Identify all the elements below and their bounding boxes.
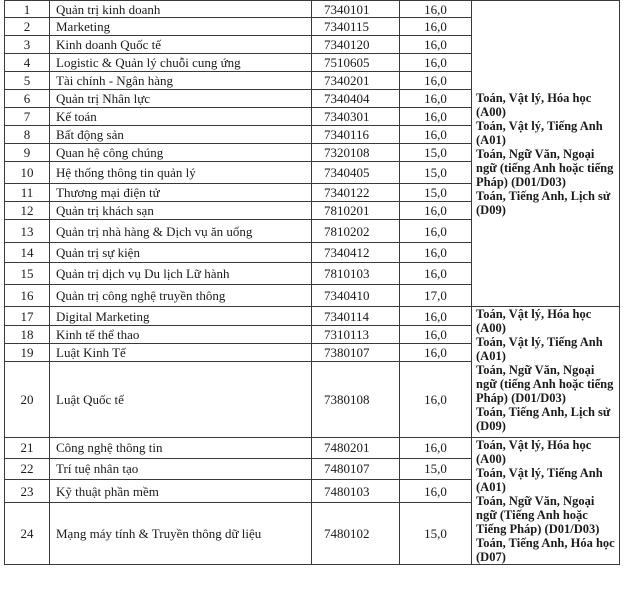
program-code: 7810103: [312, 263, 400, 285]
admission-score: 16,0: [400, 438, 472, 459]
subject-combination: Toán, Vật lý, Hóa học (A00): [476, 90, 592, 119]
program-code: 7380108: [312, 362, 400, 438]
admission-score: 16,0: [400, 108, 472, 126]
admission-score: 15,0: [400, 458, 472, 479]
subject-combination: Toán, Tiếng Anh, Lịch sử (D09): [476, 405, 611, 433]
row-number: 21: [5, 438, 50, 459]
row-number: 1: [5, 1, 50, 18]
program-name: Công nghệ thông tin: [50, 438, 312, 459]
program-name: Digital Marketing: [50, 307, 312, 326]
program-code: 7340120: [312, 36, 400, 54]
table-body: [5, 1, 620, 565]
row-number: 8: [5, 126, 50, 144]
row-number: 9: [5, 144, 50, 162]
subject-combination: Toán, Vật lý, Tiếng Anh (A01): [476, 335, 603, 363]
row-number: 16: [5, 285, 50, 307]
program-name: Bất động sản: [50, 126, 312, 144]
row-number: 10: [5, 162, 50, 184]
program-name: Kinh tế thể thao: [50, 326, 312, 344]
program-code: 7340201: [312, 72, 400, 90]
program-code: 7480201: [312, 438, 400, 459]
subject-combination: Toán, Vật lý, Hóa học (A00): [476, 307, 592, 335]
row-number: 4: [5, 54, 50, 72]
subject-combination: Toán, Vật lý, Tiếng Anh (A01): [476, 118, 603, 147]
admission-score: 16,0: [400, 72, 472, 90]
program-name: Quản trị khách sạn: [50, 202, 312, 220]
row-number: 19: [5, 344, 50, 362]
admission-score: 16,0: [400, 344, 472, 362]
row-number: 11: [5, 184, 50, 202]
program-code: 7810201: [312, 202, 400, 220]
program-name: Quản trị nhà hàng & Dịch vụ ăn uống: [50, 220, 312, 243]
program-name: Logistic & Quản lý chuỗi cung ứng: [50, 54, 312, 72]
program-code: 7380107: [312, 344, 400, 362]
subject-combination: Toán, Ngữ Văn, Ngoại ngữ (tiếng Anh hoặc tiếng Pháp) (D01/D03): [476, 146, 614, 189]
program-code: 7310113: [312, 326, 400, 344]
admission-score: 16,0: [400, 202, 472, 220]
subject-combination: Toán, Tiếng Anh, Hóa học (D07): [476, 536, 615, 564]
program-code: 7510605: [312, 54, 400, 72]
table-row: [5, 307, 620, 326]
admission-score: 15,0: [400, 162, 472, 184]
program-name: Quản trị kinh doanh: [50, 1, 312, 18]
program-code: 7480102: [312, 503, 400, 565]
program-name: Hệ thống thông tin quản lý: [50, 162, 312, 184]
row-number: 6: [5, 90, 50, 108]
program-name: Marketing: [50, 18, 312, 36]
program-code: 7320108: [312, 144, 400, 162]
subject-combination: Toán, Vật lý, Hóa học (A00): [476, 438, 592, 466]
program-code: 7480107: [312, 458, 400, 479]
program-code: 7340114: [312, 307, 400, 326]
admission-score: 16,0: [400, 1, 472, 18]
program-code: 7340405: [312, 162, 400, 184]
admission-score: 15,0: [400, 184, 472, 202]
admission-score: 16,0: [400, 36, 472, 54]
admission-score: 16,0: [400, 362, 472, 438]
table-row: [5, 1, 620, 18]
subject-combination: Toán, Vật lý, Tiếng Anh (A01): [476, 466, 603, 494]
row-number: 14: [5, 243, 50, 263]
program-code: 7340116: [312, 126, 400, 144]
program-code: 7340410: [312, 285, 400, 307]
admission-score: 15,0: [400, 503, 472, 565]
row-number: 23: [5, 479, 50, 502]
program-code: 7340412: [312, 243, 400, 263]
admission-score: 16,0: [400, 54, 472, 72]
admission-score: 16,0: [400, 307, 472, 326]
program-name: Kế toán: [50, 108, 312, 126]
admission-score: 16,0: [400, 263, 472, 285]
program-code: 7810202: [312, 220, 400, 243]
subject-combination: Toán, Ngữ Văn, Ngoại ngữ (tiếng Anh hoặc tiếng Pháp) (D01/D03): [476, 363, 614, 405]
program-name: Quản trị công nghệ truyền thông: [50, 285, 312, 307]
subject-combinations-group1: [472, 1, 620, 307]
program-code: 7340101: [312, 1, 400, 18]
program-name: Quan hệ công chúng: [50, 144, 312, 162]
program-name: Luật Kinh Tế: [50, 344, 312, 362]
program-name: Quản trị dịch vụ Du lịch Lữ hành: [50, 263, 312, 285]
row-number: 20: [5, 362, 50, 438]
program-code: 7340404: [312, 90, 400, 108]
program-name: Thương mại điện tử: [50, 184, 312, 202]
program-code: 7340122: [312, 184, 400, 202]
program-code: 7340301: [312, 108, 400, 126]
program-name: Mạng máy tính & Truyền thông dữ liệu: [50, 503, 312, 565]
row-number: 13: [5, 220, 50, 243]
row-number: 3: [5, 36, 50, 54]
subject-combination: Toán, Ngữ Văn, Ngoại ngữ (Tiếng Anh hoặc Tiếng Pháp) (D01/D03): [476, 494, 600, 536]
admission-score-table: [4, 0, 620, 565]
admission-score: 16,0: [400, 220, 472, 243]
table-row: [5, 438, 620, 459]
program-code: 7480103: [312, 479, 400, 502]
subject-combinations-group3: [472, 438, 620, 565]
admission-score: 16,0: [400, 90, 472, 108]
program-name: Luật Quốc tế: [50, 362, 312, 438]
subject-combination: Toán, Tiếng Anh, Lịch sử (D09): [476, 188, 611, 217]
row-number: 2: [5, 18, 50, 36]
program-name: Kinh doanh Quốc tế: [50, 36, 312, 54]
admission-score: 17,0: [400, 285, 472, 307]
row-number: 12: [5, 202, 50, 220]
row-number: 17: [5, 307, 50, 326]
admission-score: 16,0: [400, 126, 472, 144]
row-number: 5: [5, 72, 50, 90]
row-number: 7: [5, 108, 50, 126]
row-number: 15: [5, 263, 50, 285]
admission-score: 15,0: [400, 144, 472, 162]
program-name: Quản trị sự kiện: [50, 243, 312, 263]
admission-score: 16,0: [400, 243, 472, 263]
row-number: 18: [5, 326, 50, 344]
program-name: Trí tuệ nhân tạo: [50, 458, 312, 479]
program-code: 7340115: [312, 18, 400, 36]
admission-score: 16,0: [400, 479, 472, 502]
program-name: Tài chính - Ngân hàng: [50, 72, 312, 90]
row-number: 24: [5, 503, 50, 565]
program-name: Quản trị Nhân lực: [50, 90, 312, 108]
admission-score: 16,0: [400, 326, 472, 344]
admission-score: 16,0: [400, 18, 472, 36]
program-name: Kỹ thuật phần mềm: [50, 479, 312, 502]
row-number: 22: [5, 458, 50, 479]
subject-combinations-group2: [472, 307, 620, 438]
